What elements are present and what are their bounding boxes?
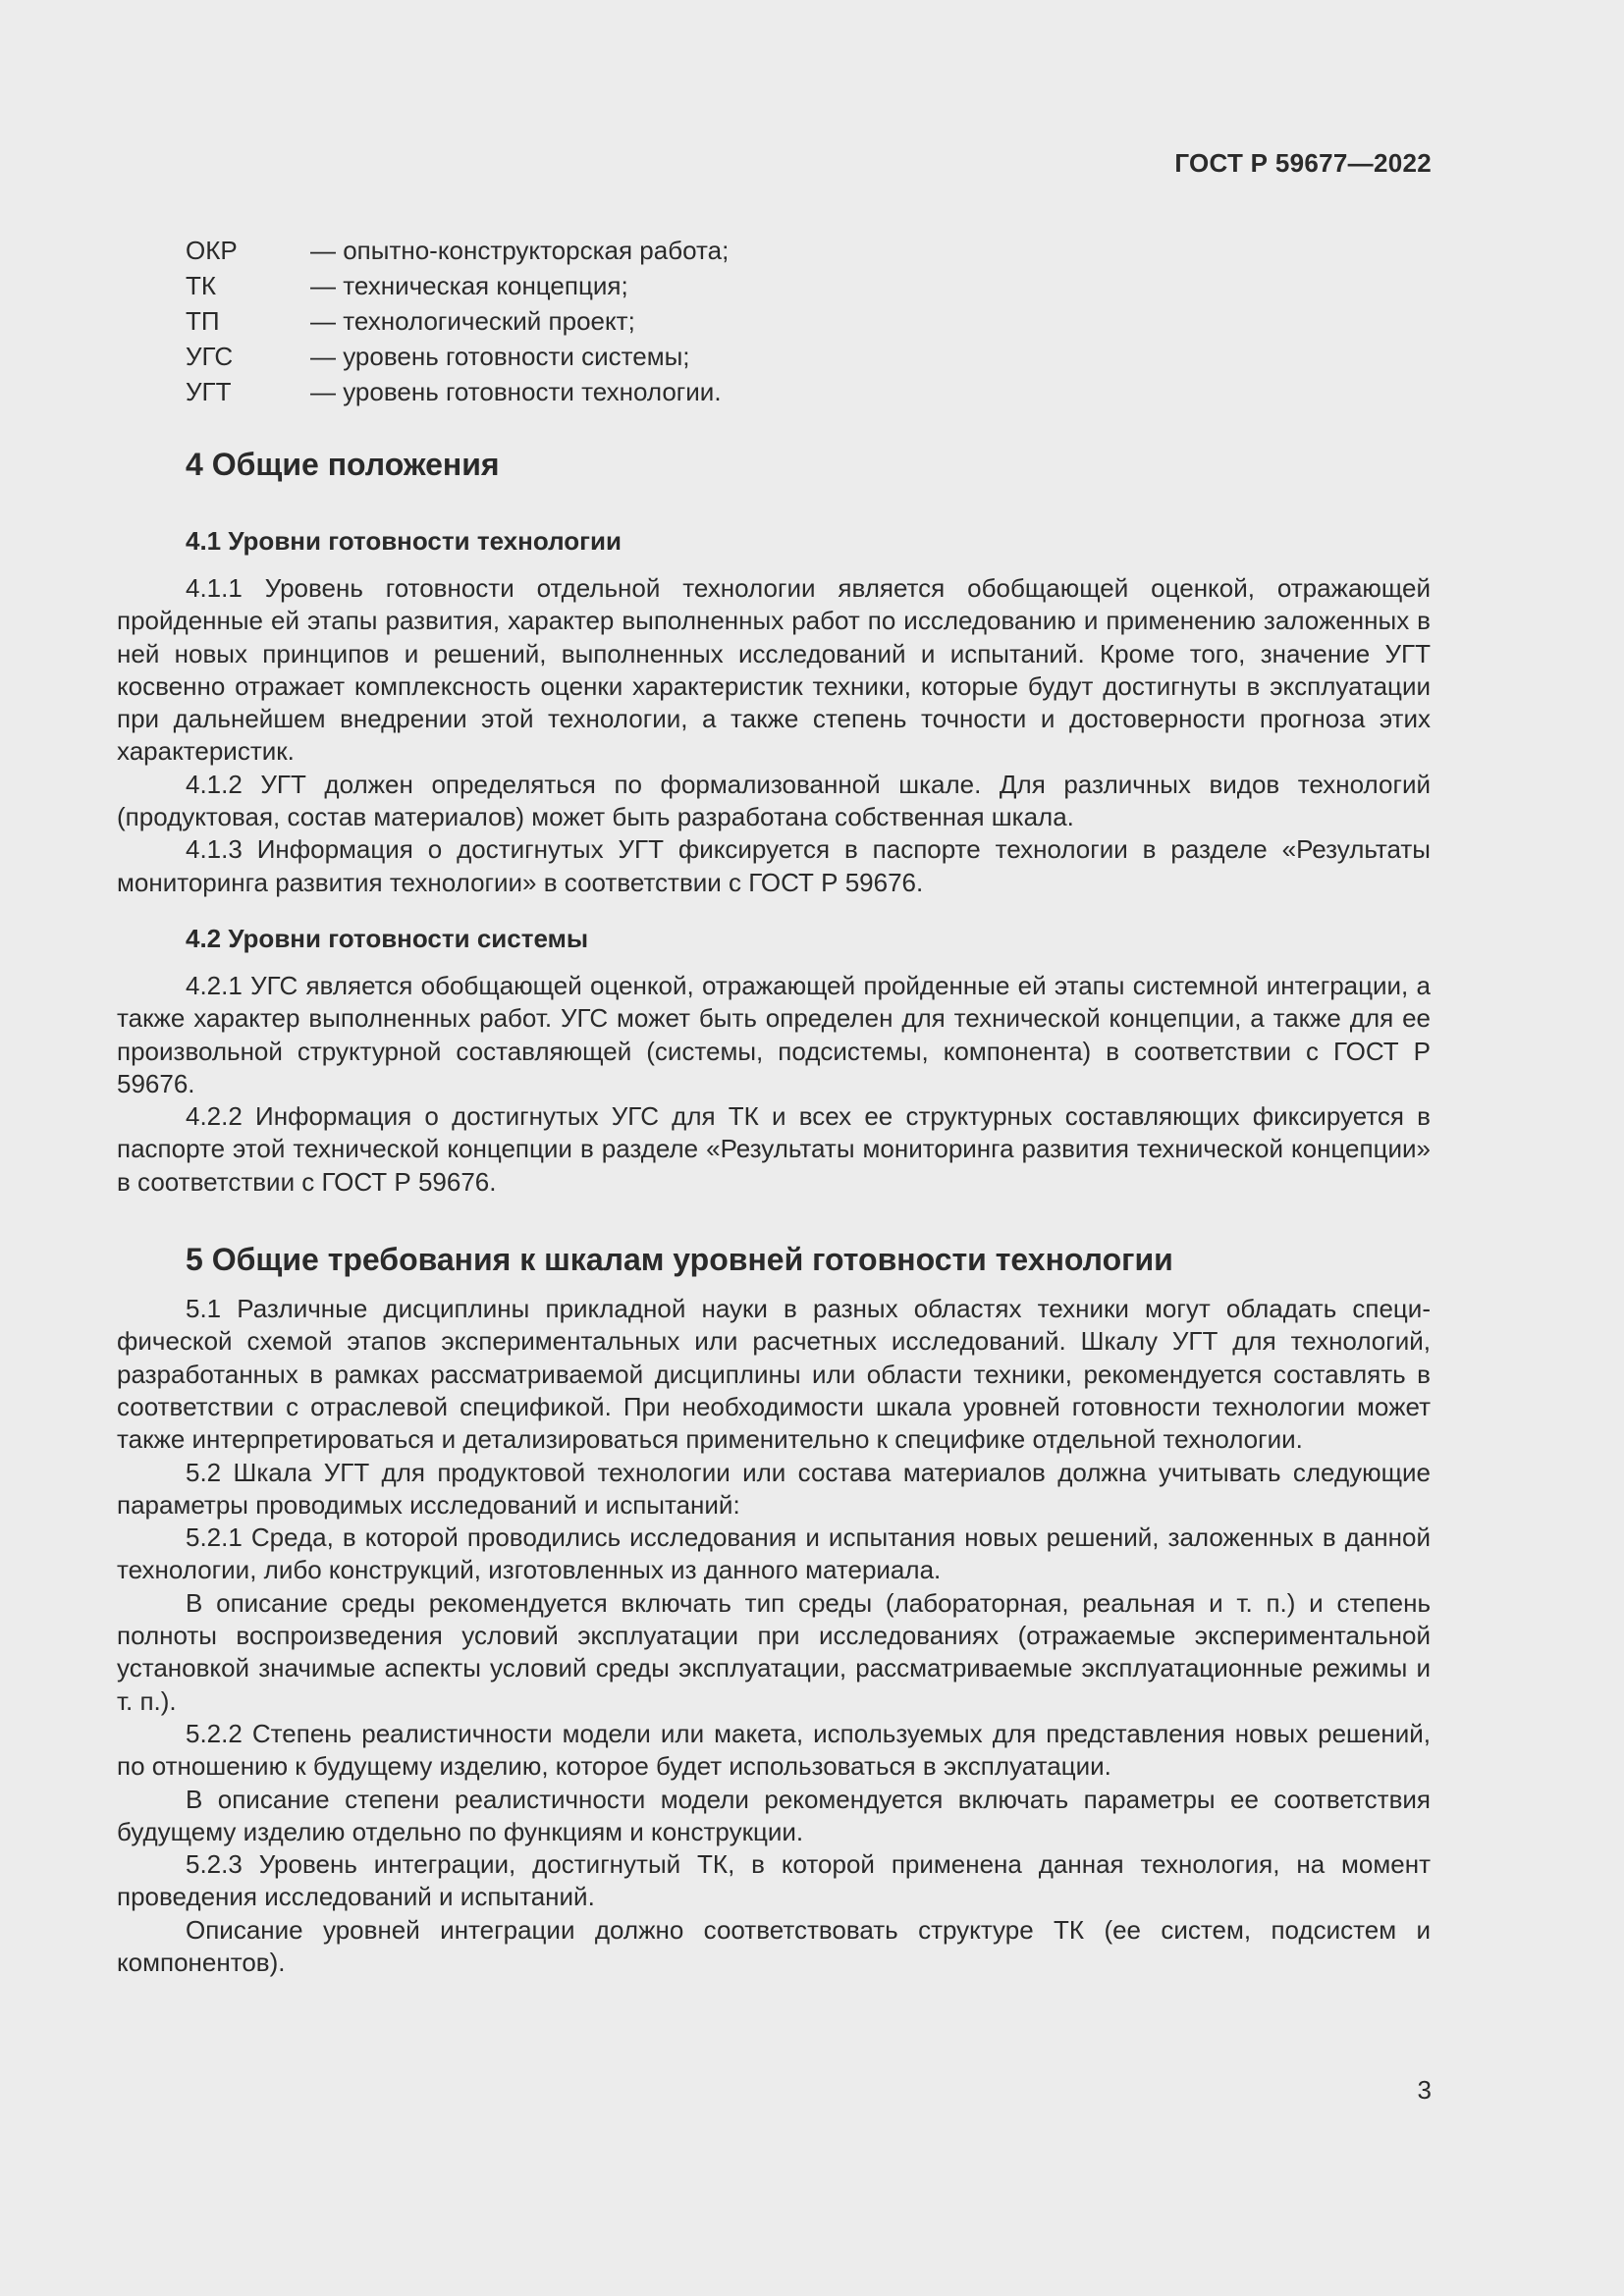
abbreviation-term: ОКР xyxy=(186,236,238,265)
paragraph-4-2-1: 4.2.1 УГС является обобщающей оценкой, отражающей пройденные ей этапы системной интеграции, а также характер выполненных работ. УГС может быть определен для технической концепции, а также для ее произвольной структурной составляющей (системы, подсистемы, компонента) в соответствии с ГОСТ Р 59676. xyxy=(117,970,1431,1098)
paragraph-5-2: 5.2 Шкала УГТ для продуктовой технологии или состава материалов должна учитывать следующие параметры проводимых исследований и испытаний: xyxy=(117,1457,1431,1520)
subsection-4-2-heading: 4.2 Уровни готовности системы xyxy=(186,923,589,953)
abbreviation-item xyxy=(186,268,1431,303)
abbreviation-term: УГТ xyxy=(186,377,232,406)
document-code: ГОСТ Р 59677—2022 xyxy=(1174,148,1432,178)
paragraph-5-1: 5.1 Различные дисциплины прикладной науки в разных областях техники могут обладать специфической схемой этапов экспериментальных или расчетных исследований. Шкалу УГТ для технологий, разработанных в рамках рассматриваемой дисциплины или области техники, рекомендуется составлять в соответствии с отраслевой спецификой. При необходимости шкала уровней готовности технологии может также интерпретироваться и детализироваться применительно к специфике отдельной технологии. xyxy=(117,1294,1431,1455)
subsection-4-1-heading: 4.1 Уровни готовности технологии xyxy=(186,526,622,556)
abbreviation-definition: — техническая концепция; xyxy=(310,271,628,300)
page-number: 3 xyxy=(1417,2075,1432,2105)
paragraph-4-1-1: 4.1.1 Уровень готовности отдельной технологии является обобщающей оценкой, отражающей пройденные ей этапы развития, характер выполненных работ по исследованию и применению заложенных в ней новых принципов и решений, выполненных исследований и испытаний. Кроме того, значение УГТ косвенно отражает комплексность оценки характеристик техники, которые будут достигнуты в эксплуатации при дальнейшем внедрении этой технологии, а также степень точности и достоверности прогноза этих характеристик. xyxy=(117,573,1431,767)
paragraph-integration-description: Описание уровней интеграции должно соответствовать структуре ТК (ее систем, подсистем и компонентов). xyxy=(117,1914,1431,1977)
paragraph-4-1-2: 4.1.2 УГТ должен определяться по формализованной шкале. Для различных видов технологий (продуктовая, состав материалов) может быть разработана собственная шкала. xyxy=(117,769,1431,832)
paragraph-model-realism-description: В описание степени реалистичности модели рекомендуется включать параметры ее соответствия будущему изделию отдельно по функциям и конструкции. xyxy=(117,1784,1431,1846)
abbreviation-definition: — технологический проект; xyxy=(310,306,635,336)
abbreviation-term: ТК xyxy=(186,271,217,300)
page-content xyxy=(117,233,1431,1979)
abbreviation-definition: — уровень готовности системы; xyxy=(310,342,690,371)
abbreviation-definition: — опытно-конструкторская работа; xyxy=(310,236,730,265)
paragraph-4-2-2: 4.2.2 Информация о достигнутых УГС для ТК и всех ее структурных составляющих фиксируется в паспорте этой технической концепции в разделе «Результаты мониторинга развития технической концепции» в соответствии с ГОСТ Р 59676. xyxy=(117,1101,1431,1197)
paragraph-4-1-3: 4.1.3 Информация о достигнутых УГТ фиксируется в паспорте технологии в разделе «Результаты мониторинга развития технологии» в соответствии с ГОСТ Р 59676. xyxy=(117,834,1431,897)
abbreviation-term: УГС xyxy=(186,342,234,371)
paragraph-5-2-1: 5.2.1 Среда, в которой проводились исследования и испытания новых решений, заложенных в данной технологии, либо конструкций, изготовленных из данного материала. xyxy=(117,1522,1431,1585)
abbreviation-item xyxy=(186,303,1431,339)
paragraph-environment-description: В описание среды рекомендуется включать тип среды (лабораторная, реальная и т. п.) и степень полноты воспроизведения условий эксплуатации при исследованиях (отражаемые экспериментальной установкой значимые аспекты условий среды эксплуатации, рассматриваемые эксплуатационные режимы и т. п.). xyxy=(117,1587,1431,1716)
abbreviation-definition: — уровень готовности технологии. xyxy=(310,377,722,406)
section-5-heading: 5 Общие требования к шкалам уровней готовности технологии xyxy=(186,1242,1173,1278)
abbreviation-item xyxy=(186,233,1431,268)
abbreviation-item xyxy=(186,339,1431,374)
section-4-heading: 4 Общие положения xyxy=(186,447,500,482)
paragraph-5-2-3: 5.2.3 Уровень интеграции, достигнутый ТК, в которой применена данная технология, на момент проведения исследований и испытаний. xyxy=(117,1849,1431,1912)
paragraph-5-2-2: 5.2.2 Степень реалистичности модели или макета, используемых для представления новых решений, по отношению к будущему изделию, которое будет использоваться в эксплуатации. xyxy=(117,1718,1431,1782)
abbreviation-item xyxy=(186,374,1431,409)
abbreviation-list xyxy=(186,233,1431,409)
abbreviation-term: ТП xyxy=(186,306,220,336)
